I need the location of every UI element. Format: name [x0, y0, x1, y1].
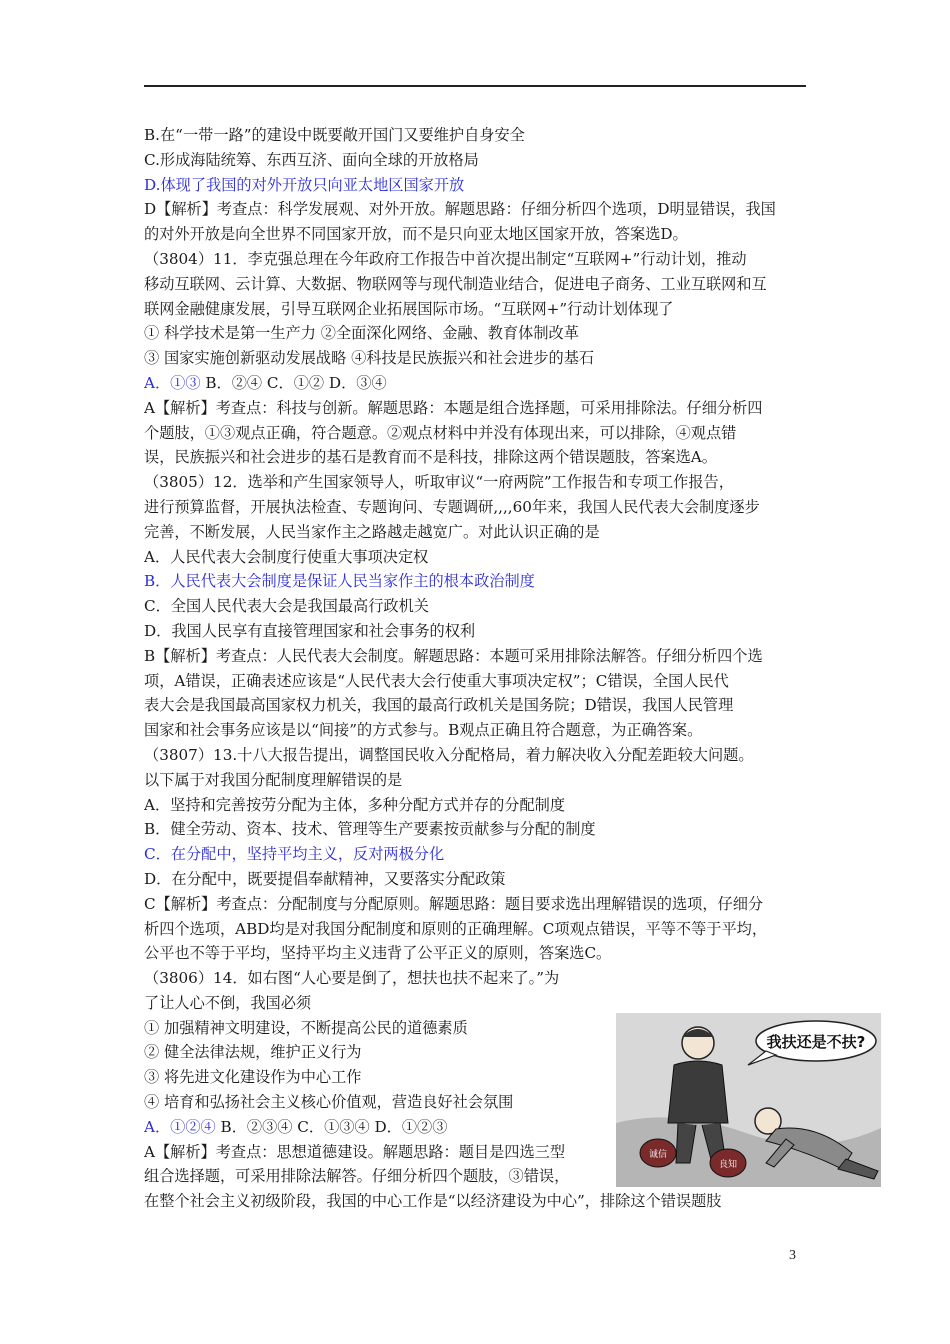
text-line: ② 健全法律法规，维护正义行为 [144, 1043, 362, 1062]
text-line: A【解析】考查点：思想道德建设。解题思路：题目是四选三型 [144, 1142, 566, 1161]
text-line: D【解析】考查点：科学发展观、对外开放。解题思路：仔细分析四个选项，D明显错误，我国 [144, 200, 776, 219]
text-line: ③ 国家实施创新驱动发展战略 ④科技是民族振兴和社会进步的基石 [144, 349, 595, 368]
text-line: D．在分配中，既要提倡奉献精神，又要落实分配政策 [144, 869, 506, 888]
bag-integrity-label: 诚信 [648, 1150, 668, 1160]
header-rule [144, 85, 806, 87]
text-line: 进行预算监督，开展执法检查、专题询问、专题调研,,,,60年来，我国人民代表大会制度逐步 [144, 497, 760, 516]
text-line: 表大会是我国最高国家权力机关，我国的最高行政机关是国务院；D错误，我国人民管理 [144, 696, 734, 715]
text-line: A．人民代表大会制度行使重大事项决定权 [144, 547, 429, 566]
text-line: （3805）12．选举和产生国家领导人，听取审议“一府两院”工作报告和专项工作报告， [144, 473, 734, 492]
text-line: 公平也不等于平均，坚持平均主义违背了公平正义的原则，答案选C。 [144, 944, 612, 963]
text-line: （3807）13.十八大报告提出，调整国民收入分配格局，着力解决收入分配差距较大问题。 [144, 745, 754, 764]
text-line: A【解析】考查点：科技与创新。解题思路：本题是组合选择题，可采用排除法。仔细分析四 [144, 398, 763, 417]
text-line: 国家和社会事务应该是以“间接”的方式参与。B观点正确且符合题意，为正确答案。 [144, 721, 703, 740]
text-line: ④ 培育和弘扬社会主义核心价值观，营造良好社会氛围 [144, 1093, 514, 1112]
answer-highlight: A．①②④ [144, 1117, 216, 1136]
text-line: ① 加强精神文明建设，不断提高公民的道德素质 [144, 1018, 468, 1037]
text-line [144, 1115, 606, 1140]
text-line [144, 371, 824, 396]
page-number: 3 [789, 1248, 796, 1263]
bag-conscience-label: 良知 [718, 1160, 738, 1170]
text-line: 组合选择题，可采用排除法解答。仔细分析四个题肢，③错误， [144, 1167, 570, 1186]
text-line: ③ 将先进文化建设作为中心工作 [144, 1068, 362, 1087]
text-line: A．坚持和完善按劳分配为主体，多种分配方式并存的分配制度 [144, 795, 566, 814]
text-line: 移动互联网、云计算、大数据、物联网等与现代制造业结合，促进电子商务、工业互联网和互 [144, 274, 767, 293]
text-line: （3806）14．如右图“人心要是倒了，想扶也扶不起来了。”为 [144, 969, 560, 988]
text-line: C【解析】考查点：分配制度与分配原则。解题思路：题目要求选出理解错误的选项，仔细分 [144, 894, 764, 913]
text-line: ① 科学技术是第一生产力 ②全面深化网络、金融、教育体制改革 [144, 324, 579, 343]
speech-bubble-text: 我扶还是不扶? [766, 1033, 866, 1051]
text-line: 个题肢，①③观点正确，符合题意。②观点材料中并没有体现出来，可以排除，④观点错 [144, 423, 737, 442]
text-line: C．全国人民代表大会是我国最高行政机关 [144, 597, 429, 616]
text-line: D．我国人民享有直接管理国家和社会事务的权利 [144, 621, 476, 640]
text-line: 项，A错误，正确表述应该是“人民代表大会行使重大事项决定权”；C错误，全国人民代 [144, 671, 729, 690]
cartoon-illustration [616, 1013, 881, 1187]
answer-highlight: A．①③ [144, 373, 201, 392]
text-line: 误，民族振兴和社会进步的基石是教育而不是科技，排除这两个错误题肢，答案选A。 [144, 448, 717, 467]
text-line: （3804）11．李克强总理在今年政府工作报告中首次提出制定“互联网+”行动计划，推动 [144, 249, 747, 268]
text-line: C．在分配中，坚持平均主义，反对两极分化 [144, 845, 445, 864]
text-line: 联网金融健康发展，引导互联网企业拓展国际市场。“互联网+”行动计划体现了 [144, 299, 674, 318]
text-line: 以下属于对我国分配制度理解错误的是 [144, 770, 403, 789]
text-line: 完善，不断发展，人民当家作主之路越走越宽广。对此认识正确的是 [144, 522, 600, 541]
text-line: B．健全劳动、资本、技术、管理等生产要素按贡献参与分配的制度 [144, 820, 596, 839]
text-line: B.在“一带一路”的建设中既要敞开国门又要维护自身安全 [144, 126, 525, 144]
line-rest: B．②③④ C．①③④ D．①②③ [215, 1117, 448, 1136]
text-line: B．人民代表大会制度是保证人民当家作主的根本政治制度 [144, 572, 535, 591]
text-line: 了让人心不倒，我国必须 [144, 993, 312, 1012]
text-line: 析四个选项，ABD均是对我国分配制度和原则的正确理解。C项观点错误，平等不等于平均， [144, 919, 768, 938]
text-line: C.形成海陆统筹、东西互济、面向全球的开放格局 [144, 150, 479, 169]
standing-man-body [668, 1061, 728, 1123]
text-line: D.体现了我国的对外开放只向亚太地区国家开放 [144, 175, 465, 194]
line-rest: B．②④ C．①② D．③④ [200, 373, 387, 392]
text-line: B【解析】考查点：人民代表大会制度。解题思路：本题可采用排除法解答。仔细分析四个选 [144, 646, 763, 665]
text-line: 的对外开放是向全世界不同国家开放，而不是只向亚太地区国家开放，答案选D。 [144, 225, 688, 244]
text-line: 在整个社会主义初级阶段，我国的中心工作是“以经济建设为中心”，排除这个错误题肢 [144, 1192, 722, 1211]
